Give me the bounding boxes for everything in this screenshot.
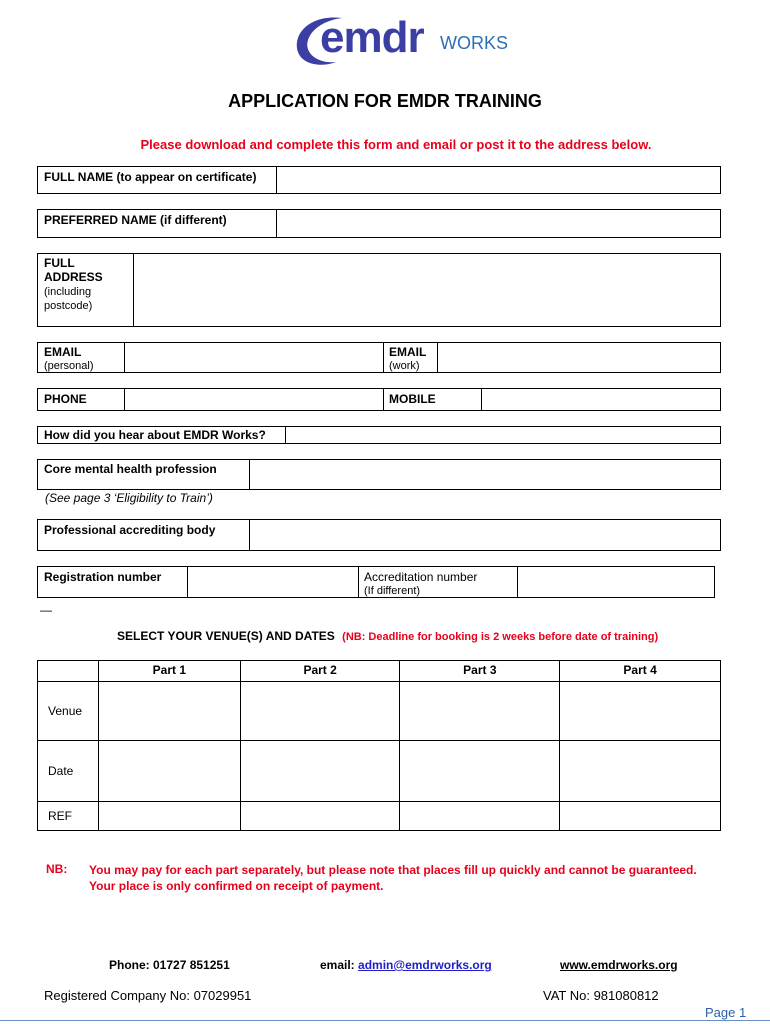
email-row — [37, 342, 721, 373]
venue-col-part-1: Part 1 — [98, 661, 240, 682]
phone-label: PHONE — [44, 392, 87, 406]
nb-line-2: Your place is only confirmed on receipt of payment. — [89, 879, 384, 893]
accreditation-label-text: Accreditation number — [364, 570, 478, 584]
venue-cell-part-4[interactable] — [560, 682, 721, 741]
heard-about-row — [37, 426, 721, 444]
full-name-label: FULL NAME (to appear on certificate) — [44, 170, 257, 184]
address-label-sub: (including postcode) — [44, 286, 93, 312]
footer-phone: Phone: 01727 851251 — [109, 958, 230, 972]
full-name-row — [37, 166, 721, 194]
venue-cell-part-3[interactable] — [400, 682, 560, 741]
venue-heading-text: SELECT YOUR VENUE(S) AND DATES — [117, 629, 335, 643]
logo-emdr-text: emdr — [320, 13, 424, 62]
nb-line-1: You may pay for each part separately, but please note that places fill up quickly and cannot be guaranteed. — [89, 863, 697, 877]
page-title: APPLICATION FOR EMDR TRAINING — [228, 91, 542, 111]
logo — [290, 12, 510, 68]
instruction-text: Please download and complete this form and email or post it to the address below. — [140, 137, 652, 152]
date-row-label: Date — [38, 741, 99, 802]
registration-row — [37, 566, 715, 598]
mobile-input[interactable] — [483, 389, 719, 409]
date-cell-part-3[interactable] — [400, 741, 560, 802]
accreditation-label — [364, 570, 477, 598]
logo-works-text: WORKS — [440, 33, 509, 53]
address-label-text: FULL ADDRESS — [44, 256, 103, 284]
venue-row-label: Venue — [38, 682, 99, 741]
venue-cell-part-2[interactable] — [240, 682, 400, 741]
nb-text — [89, 862, 749, 894]
accrediting-body-label: Professional accrediting body — [44, 523, 216, 537]
profession-row — [37, 459, 721, 490]
dash-mark: — — [40, 603, 52, 617]
date-cell-part-2[interactable] — [240, 741, 400, 802]
nb-label: NB: — [46, 862, 68, 876]
phone-row — [37, 388, 721, 411]
venue-col-part-4: Part 4 — [560, 661, 721, 682]
mobile-label: MOBILE — [389, 392, 436, 406]
email-work-input[interactable] — [439, 343, 719, 371]
email-personal-label-text: EMAIL — [44, 345, 82, 359]
registration-label: Registration number — [44, 570, 162, 584]
preferred-name-label: PREFERRED NAME (if different) — [44, 213, 227, 227]
heard-about-input[interactable] — [287, 427, 719, 442]
footer-email — [320, 958, 492, 972]
accreditation-input[interactable] — [519, 567, 712, 596]
venue-table — [37, 660, 721, 831]
venue-col-part-3: Part 3 — [400, 661, 560, 682]
footer-vat-no: VAT No: 981080812 — [543, 988, 659, 1003]
email-personal-label — [44, 345, 94, 373]
date-cell-part-4[interactable] — [560, 741, 721, 802]
page-number: Page 1 — [705, 1005, 747, 1020]
profession-label: Core mental health profession — [44, 462, 217, 476]
address-label — [44, 256, 124, 313]
venue-table-corner — [38, 661, 99, 682]
ref-row-label: REF — [38, 802, 99, 831]
footer-email-label: email: — [320, 958, 355, 972]
venue-deadline: (NB: Deadline for booking is 2 weeks before date of training) — [342, 631, 659, 643]
venue-heading — [117, 629, 658, 643]
ref-cell-part-2[interactable] — [240, 802, 400, 831]
address-input[interactable] — [136, 256, 720, 326]
email-work-label — [389, 345, 426, 373]
accreditation-sub: (If different) — [364, 585, 421, 597]
registration-input[interactable] — [189, 567, 355, 596]
email-personal-sub: (personal) — [44, 360, 94, 372]
accrediting-body-row — [37, 519, 721, 551]
preferred-name-input[interactable] — [278, 210, 718, 236]
profession-input[interactable] — [251, 460, 719, 488]
email-work-label-text: EMAIL — [389, 345, 427, 359]
date-cell-part-1[interactable] — [98, 741, 240, 802]
ref-cell-part-4[interactable] — [560, 802, 721, 831]
eligibility-note: (See page 3 ‘Eligibility to Train’) — [45, 491, 213, 505]
full-name-input[interactable] — [278, 167, 718, 192]
footer-email-link[interactable]: admin@emdrworks.org — [358, 958, 492, 972]
ref-cell-part-3[interactable] — [400, 802, 560, 831]
preferred-name-row — [37, 209, 721, 238]
venue-col-part-2: Part 2 — [240, 661, 400, 682]
address-row — [37, 253, 721, 327]
heard-about-label: How did you hear about EMDR Works? — [44, 428, 266, 442]
footer-company-no: Registered Company No: 07029951 — [44, 988, 252, 1003]
email-work-sub: (work) — [389, 360, 420, 372]
footer-website-link[interactable]: www.emdrworks.org — [560, 958, 678, 972]
accrediting-body-input[interactable] — [251, 520, 719, 549]
email-personal-input[interactable] — [126, 343, 380, 371]
phone-input[interactable] — [126, 389, 380, 409]
ref-cell-part-1[interactable] — [98, 802, 240, 831]
venue-cell-part-1[interactable] — [98, 682, 240, 741]
page-footer-rule — [0, 1020, 770, 1021]
